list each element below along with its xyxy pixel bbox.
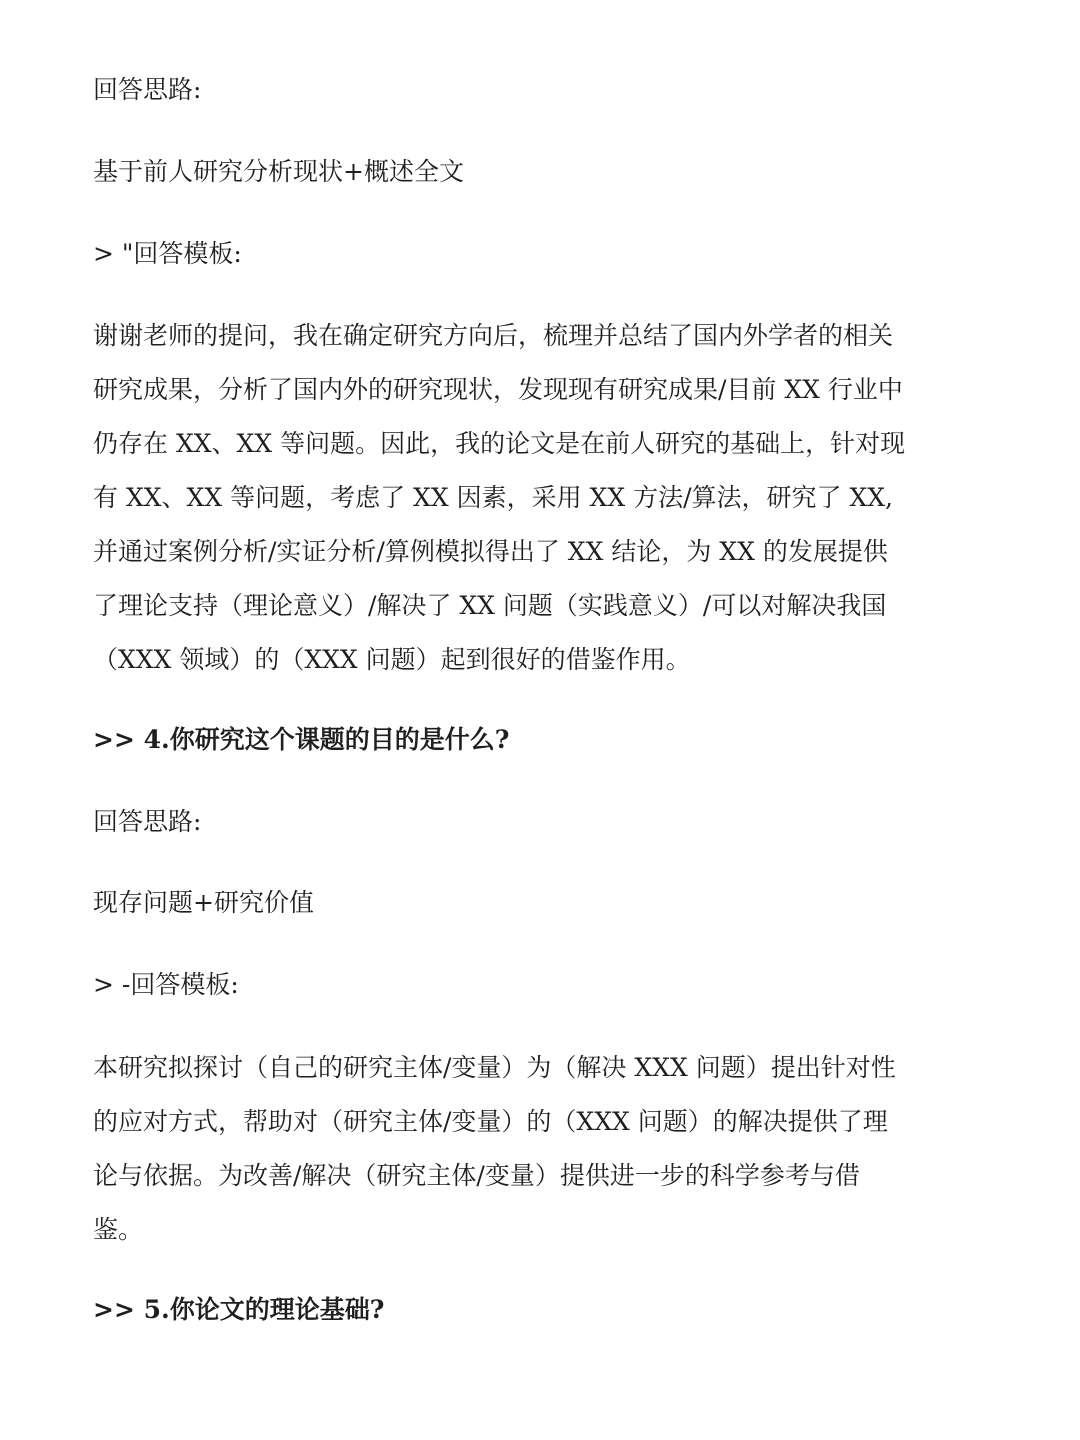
paragraph-line: 本研究拟探讨（自己的研究主体/变量）为（解决 XXX 问题）提出针对性: [93, 1053, 896, 1082]
paragraph-line: 仍存在 XX、XX 等问题。因此，我的论文是在前人研究的基础上，针对现: [93, 429, 906, 458]
answer-idea-text-2: 现存问题+研究价值: [93, 888, 314, 917]
paragraph-line: 鉴。: [93, 1215, 144, 1244]
paragraph-line: （XXX 领域）的（XXX 问题）起到很好的借鉴作用。: [93, 645, 691, 674]
paragraph-line: 的应对方式，帮助对（研究主体/变量）的（XXX 问题）的解决提供了理: [93, 1107, 888, 1136]
answer-template-label-1: > "回答模板:: [93, 239, 242, 268]
answer-idea-label-2: 回答思路:: [93, 807, 202, 836]
paragraph-line: 了理论支持（理论意义）/解决了 XX 问题（实践意义）/可以对解决我国: [93, 591, 887, 620]
paragraph-line: 谢谢老师的提问，我在确定研究方向后，梳理并总结了国内外学者的相关: [93, 321, 894, 350]
answer-template-paragraph-1: [93, 309, 993, 687]
paragraph-line: 论与依据。为改善/解决（研究主体/变量）提供进一步的科学参考与借: [93, 1161, 860, 1190]
answer-template-paragraph-2: [93, 1041, 993, 1257]
question-heading-4: >> 4.你研究这个课题的目的是什么?: [93, 725, 510, 754]
paragraph-line: 研究成果，分析了国内外的研究现状，发现现有研究成果/目前 XX 行业中: [93, 375, 903, 404]
answer-idea-text-1: 基于前人研究分析现状+概述全文: [93, 157, 464, 186]
answer-template-label-2: > -回答模板:: [93, 970, 239, 999]
paragraph-line: 并通过案例分析/实证分析/算例模拟得出了 XX 结论，为 XX 的发展提供: [93, 537, 888, 566]
answer-idea-label-1: 回答思路:: [93, 75, 202, 104]
paragraph-line: 有 XX、XX 等问题，考虑了 XX 因素，采用 XX 方法/算法，研究了 XX,: [93, 483, 893, 512]
question-heading-5: >> 5.你论文的理论基础?: [93, 1295, 385, 1324]
